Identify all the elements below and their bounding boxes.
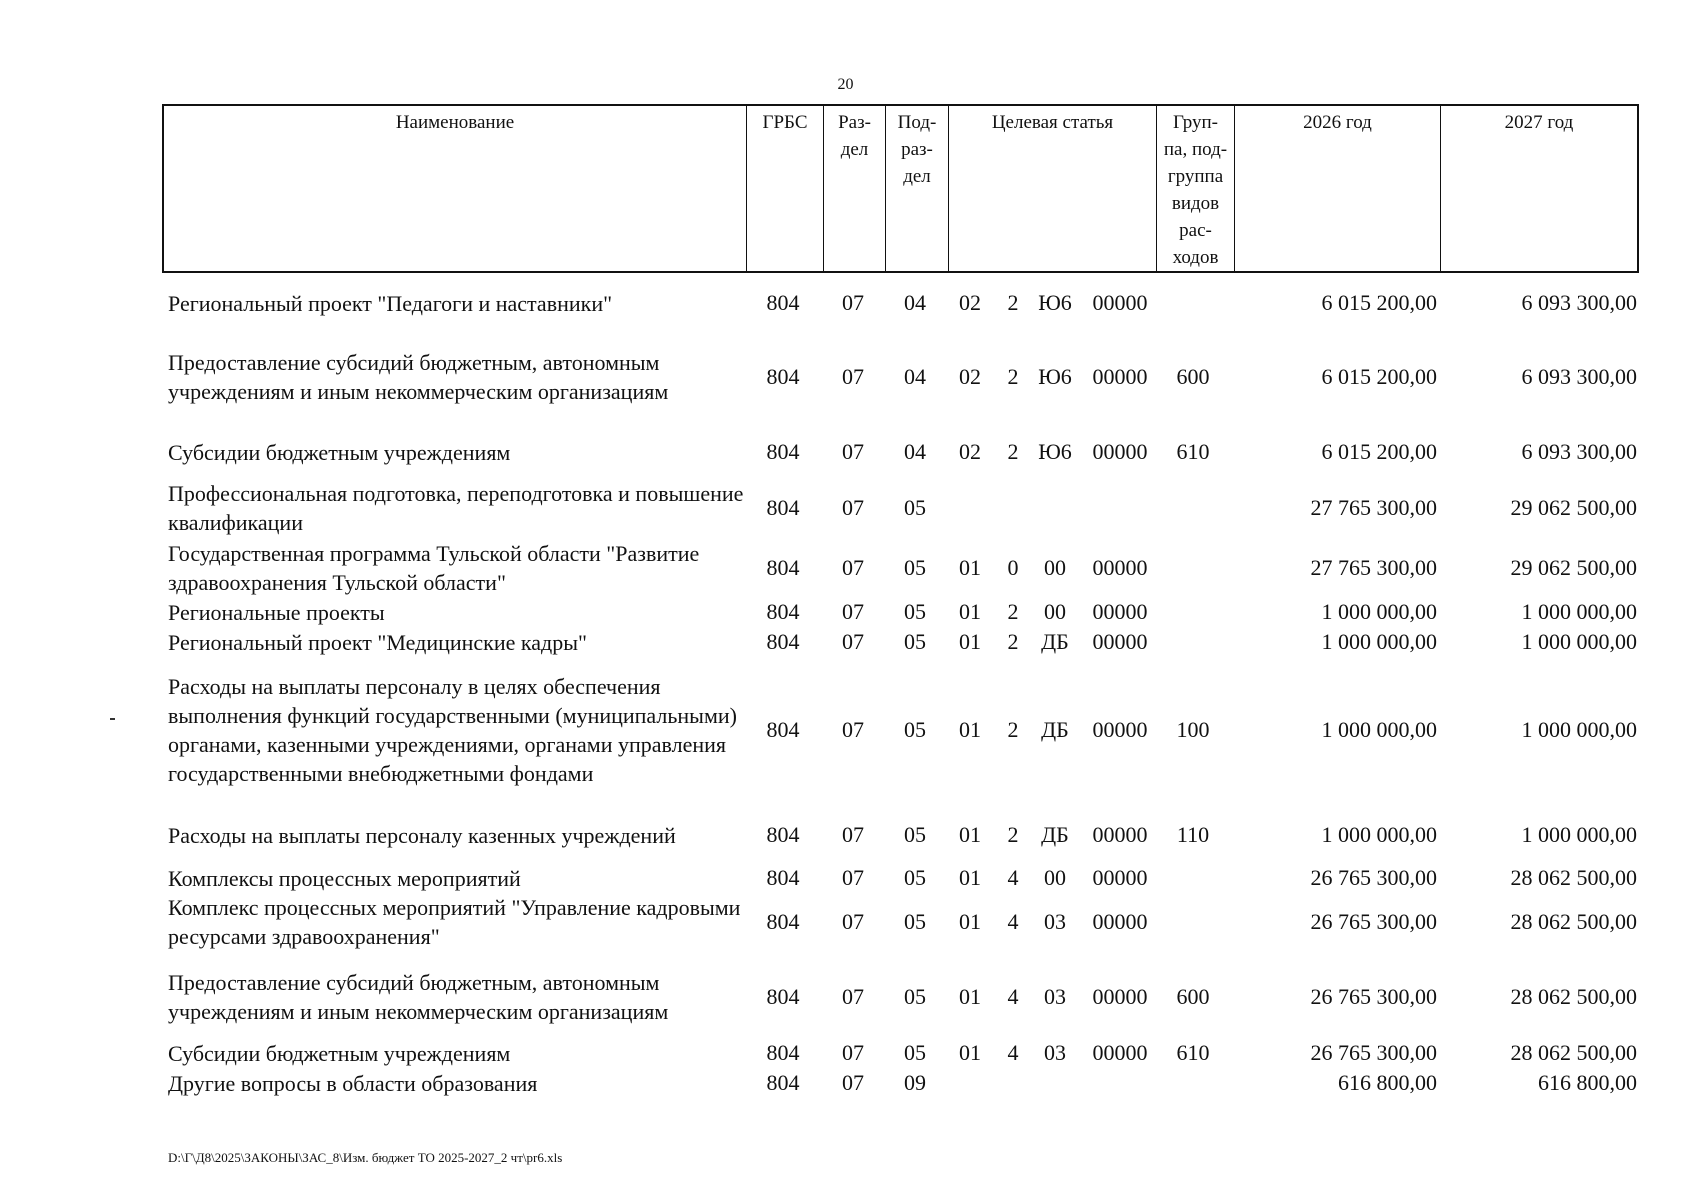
- row-name: Предоставление субсидий бюджетным, автономным учреждениям и иным некоммерческим организациям: [168, 350, 669, 404]
- row-gruppa: 110: [1176, 822, 1210, 847]
- row-target-type: [1000, 478, 1026, 538]
- row-gruppa: 100: [1176, 717, 1210, 742]
- row-name: Расходы на выплаты персоналу в целях обеспечения выполнения функций государственными (муниципальными) органами, казенными учреждениями, органами управления государственными внебюджетными фондами: [168, 674, 737, 786]
- row-name: Субсидии бюджетным учреждениям: [168, 439, 511, 465]
- header-gruppa: Груп- па, под- группа видов рас- ходов: [1157, 106, 1235, 271]
- row-2027: 616 800,00: [1538, 1070, 1637, 1095]
- row-2026: 1 000 000,00: [1321, 717, 1437, 742]
- footer-file-path: D:\Г\Д8\2025\ЗАКОНЫ\ЗАС_8\Изм. бюджет ТО 2025-2027_2 чт\pr6.xls: [168, 1150, 563, 1165]
- row-razdel: 07: [842, 717, 864, 742]
- row-podrazdel: 05: [904, 822, 926, 847]
- row-2026: 6 015 200,00: [1321, 290, 1437, 315]
- row-razdel: 07: [842, 629, 864, 654]
- row-grbs: 804: [766, 629, 800, 654]
- row-razdel: 07: [842, 1070, 864, 1095]
- row-grbs: 804: [766, 1040, 800, 1065]
- row-2026: 26 765 300,00: [1310, 984, 1437, 1009]
- table-row: [0, 597, 1691, 627]
- row-gruppa: [1166, 1068, 1220, 1098]
- row-target-direction: 00000: [1092, 555, 1148, 580]
- row-target-type: 0: [1007, 555, 1019, 580]
- row-2027: 1 000 000,00: [1521, 822, 1637, 847]
- row-target-direction: 00000: [1092, 865, 1148, 890]
- row-target-project: ДБ: [1041, 822, 1069, 847]
- row-podrazdel: 04: [904, 364, 926, 389]
- header-celevaya: Целевая статья: [949, 106, 1157, 271]
- row-target-program: 01: [959, 629, 981, 654]
- row-target-direction: [1084, 1068, 1156, 1098]
- row-name: Региональный проект "Медицинские кадры": [168, 629, 587, 655]
- row-target-type: 2: [1007, 290, 1019, 315]
- row-podrazdel: 05: [904, 717, 926, 742]
- row-target-direction: 00000: [1092, 909, 1148, 934]
- row-gruppa: [1166, 892, 1220, 952]
- row-target-project: Ю6: [1038, 439, 1072, 464]
- row-target-program: 01: [959, 865, 981, 890]
- row-name: Региональный проект "Педагоги и наставники": [168, 290, 613, 316]
- row-grbs: 804: [766, 909, 800, 934]
- row-target-project: 03: [1044, 1040, 1066, 1065]
- row-name: Субсидии бюджетным учреждениям: [168, 1040, 511, 1066]
- row-2026: 616 800,00: [1338, 1070, 1437, 1095]
- row-target-type: 2: [1007, 717, 1019, 742]
- row-target-project: 00: [1044, 865, 1066, 890]
- row-2027: 1 000 000,00: [1521, 717, 1637, 742]
- header-name: Наименование: [164, 106, 747, 271]
- row-target-program: 01: [959, 822, 981, 847]
- row-target-program: 02: [959, 290, 981, 315]
- row-target-project: 00: [1044, 599, 1066, 624]
- row-target-type: 2: [1007, 439, 1019, 464]
- row-razdel: 07: [842, 290, 864, 315]
- row-2026: 27 765 300,00: [1310, 495, 1437, 520]
- row-target-program: [952, 478, 988, 538]
- table-row: [0, 478, 1691, 538]
- row-razdel: 07: [842, 495, 864, 520]
- row-target-project: [1032, 1068, 1078, 1098]
- row-podrazdel: 05: [904, 555, 926, 580]
- row-2027: 29 062 500,00: [1510, 555, 1637, 580]
- row-2027: 28 062 500,00: [1510, 909, 1637, 934]
- page-number: 20: [837, 76, 854, 93]
- row-2027: 6 093 300,00: [1521, 290, 1637, 315]
- row-razdel: 07: [842, 1040, 864, 1065]
- row-name: Государственная программа Тульской области "Развитие здравоохранения Тульской области": [168, 541, 700, 595]
- row-target-program: 01: [959, 717, 981, 742]
- row-name: Предоставление субсидий бюджетным, автономным учреждениям и иным некоммерческим организациям: [168, 970, 669, 1024]
- row-target-program: 01: [959, 555, 981, 580]
- row-target-type: 2: [1007, 364, 1019, 389]
- row-grbs: 804: [766, 717, 800, 742]
- row-target-direction: 00000: [1092, 364, 1148, 389]
- row-name: Региональные проекты: [168, 599, 385, 625]
- row-razdel: 07: [842, 439, 864, 464]
- row-2027: 1 000 000,00: [1521, 599, 1637, 624]
- row-podrazdel: 05: [904, 909, 926, 934]
- row-2027: 29 062 500,00: [1510, 495, 1637, 520]
- row-name: Профессиональная подготовка, переподготовка и повышение квалификации: [168, 481, 744, 535]
- scan-dash-mark: [110, 718, 115, 720]
- row-podrazdel: 04: [904, 290, 926, 315]
- row-2027: 6 093 300,00: [1521, 364, 1637, 389]
- row-target-type: 2: [1007, 629, 1019, 654]
- row-razdel: 07: [842, 364, 864, 389]
- row-2026: 6 015 200,00: [1321, 439, 1437, 464]
- row-2026: 1 000 000,00: [1321, 599, 1437, 624]
- row-2026: 1 000 000,00: [1321, 629, 1437, 654]
- row-target-direction: 00000: [1092, 599, 1148, 624]
- row-2026: 27 765 300,00: [1310, 555, 1437, 580]
- row-grbs: 804: [766, 1070, 800, 1095]
- row-podrazdel: 05: [904, 495, 926, 520]
- row-target-type: [1000, 1068, 1026, 1098]
- table-row: [0, 285, 1691, 321]
- header-grbs: ГРБС: [747, 106, 824, 271]
- row-razdel: 07: [842, 984, 864, 1009]
- row-target-program: 01: [959, 599, 981, 624]
- row-grbs: 804: [766, 555, 800, 580]
- row-2026: 26 765 300,00: [1310, 1040, 1437, 1065]
- row-grbs: 804: [766, 439, 800, 464]
- row-gruppa: 600: [1176, 364, 1210, 389]
- row-target-program: 01: [959, 1040, 981, 1065]
- row-grbs: 804: [766, 599, 800, 624]
- row-grbs: 804: [766, 865, 800, 890]
- row-podrazdel: 05: [904, 984, 926, 1009]
- row-razdel: 07: [842, 555, 864, 580]
- row-gruppa: [1166, 597, 1220, 627]
- row-2027: 6 093 300,00: [1521, 439, 1637, 464]
- row-target-direction: 00000: [1092, 984, 1148, 1009]
- table-row: [0, 657, 1691, 803]
- row-target-program: 02: [959, 364, 981, 389]
- table-row: [0, 966, 1691, 1028]
- row-podrazdel: 05: [904, 599, 926, 624]
- row-target-project: ДБ: [1041, 629, 1069, 654]
- row-grbs: 804: [766, 495, 800, 520]
- row-2026: 26 765 300,00: [1310, 865, 1437, 890]
- row-2027: 1 000 000,00: [1521, 629, 1637, 654]
- row-target-direction: 00000: [1092, 1040, 1148, 1065]
- row-target-type: 2: [1007, 822, 1019, 847]
- row-target-type: 4: [1007, 1040, 1019, 1065]
- row-razdel: 07: [842, 865, 864, 890]
- table-row: [0, 627, 1691, 657]
- row-gruppa: [1166, 538, 1220, 598]
- row-grbs: 804: [766, 290, 800, 315]
- row-grbs: 804: [766, 364, 800, 389]
- row-razdel: 07: [842, 822, 864, 847]
- table-row: [0, 817, 1691, 853]
- row-razdel: 07: [842, 599, 864, 624]
- row-target-program: 01: [959, 984, 981, 1009]
- row-target-type: 4: [1007, 909, 1019, 934]
- row-gruppa: [1166, 285, 1220, 321]
- row-target-direction: [1084, 478, 1156, 538]
- row-target-project: 03: [1044, 909, 1066, 934]
- row-2026: 26 765 300,00: [1310, 909, 1437, 934]
- row-razdel: 07: [842, 909, 864, 934]
- row-podrazdel: 05: [904, 1040, 926, 1065]
- row-target-type: 2: [1007, 599, 1019, 624]
- header-2027: 2027 год: [1504, 112, 1574, 133]
- row-grbs: 804: [766, 822, 800, 847]
- row-target-type: 4: [1007, 984, 1019, 1009]
- table-header: [162, 104, 1639, 273]
- row-gruppa: 610: [1176, 1040, 1210, 1065]
- row-podrazdel: 04: [904, 439, 926, 464]
- row-podrazdel: 09: [904, 1070, 926, 1095]
- row-name: Другие вопросы в области образования: [168, 1070, 538, 1096]
- row-target-project: Ю6: [1038, 290, 1072, 315]
- row-target-project: [1032, 478, 1078, 538]
- row-gruppa: [1166, 627, 1220, 657]
- row-target-type: 4: [1007, 865, 1019, 890]
- row-target-project: ДБ: [1041, 717, 1069, 742]
- table-row: [0, 346, 1691, 408]
- table-row: [0, 434, 1691, 470]
- row-target-project: Ю6: [1038, 364, 1072, 389]
- row-target-direction: 00000: [1092, 822, 1148, 847]
- row-2027: 28 062 500,00: [1510, 865, 1637, 890]
- header-podrazdel: Под- раз- дел: [886, 106, 949, 271]
- table-row: [0, 892, 1691, 952]
- row-target-program: [952, 1068, 988, 1098]
- row-gruppa: [1166, 862, 1220, 894]
- header-2026: 2026 год: [1235, 106, 1441, 271]
- row-name: Комплекс процессных мероприятий "Управление кадровыми ресурсами здравоохранения": [168, 895, 741, 949]
- row-target-direction: 00000: [1092, 629, 1148, 654]
- row-target-program: 02: [959, 439, 981, 464]
- header-razdel: Раз- дел: [824, 106, 886, 271]
- table-row: [0, 862, 1691, 894]
- row-2027: 28 062 500,00: [1510, 1040, 1637, 1065]
- row-target-program: 01: [959, 909, 981, 934]
- row-name: Комплексы процессных мероприятий: [168, 865, 521, 891]
- row-2027: 28 062 500,00: [1510, 984, 1637, 1009]
- row-gruppa: 600: [1176, 984, 1210, 1009]
- row-grbs: 804: [766, 984, 800, 1009]
- row-target-direction: 00000: [1092, 439, 1148, 464]
- row-target-project: 00: [1044, 555, 1066, 580]
- row-gruppa: [1166, 478, 1220, 538]
- row-2026: 1 000 000,00: [1321, 822, 1437, 847]
- row-podrazdel: 05: [904, 865, 926, 890]
- table-row: [0, 1038, 1691, 1068]
- row-gruppa: 610: [1176, 439, 1210, 464]
- row-target-project: 03: [1044, 984, 1066, 1009]
- table-row: [0, 1068, 1691, 1098]
- row-target-direction: 00000: [1092, 717, 1148, 742]
- row-2026: 6 015 200,00: [1321, 364, 1437, 389]
- row-name: Расходы на выплаты персоналу казенных учреждений: [168, 822, 676, 848]
- row-podrazdel: 05: [904, 629, 926, 654]
- row-target-direction: 00000: [1092, 290, 1148, 315]
- table-row: [0, 538, 1691, 598]
